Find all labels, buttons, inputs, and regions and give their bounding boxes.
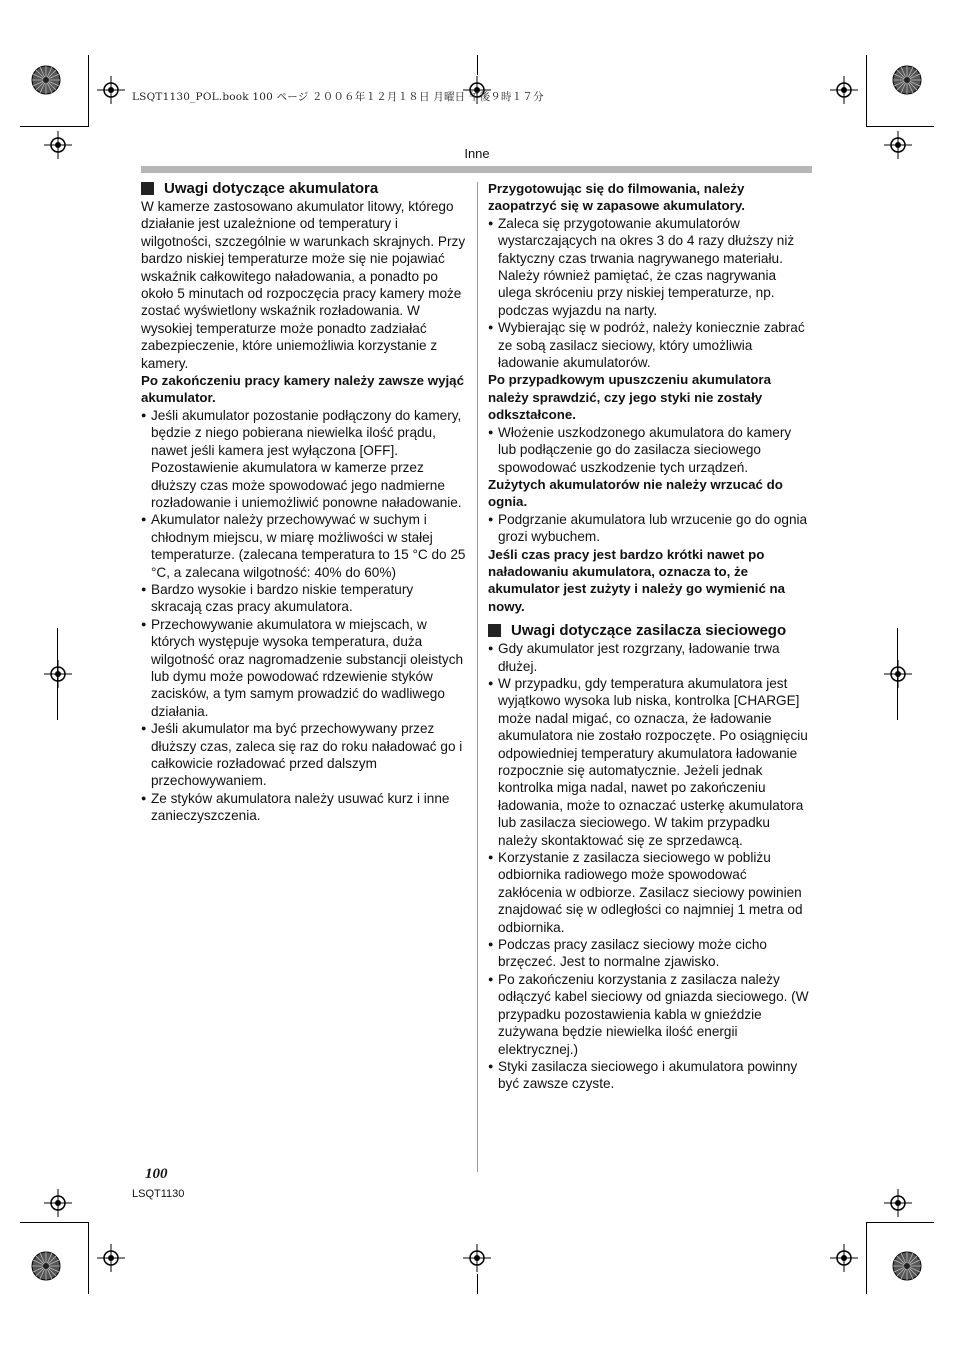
list-item: ● Przechowywanie akumulatora w miejscach, w których występuje wysoka temperatura, duża wilgotność oraz nagromadzenie substancji oleistych lub dymu może powodować rdzewienie styków zacisków, a tym samym prowadzić do wadliwego działania.: [141, 616, 466, 720]
radial-mark-bottom-left: [31, 1251, 61, 1281]
trim-line-top-right-h: [866, 126, 934, 127]
fire-warning-list: [488, 511, 812, 546]
registration-mark-bottom-left: [97, 1244, 125, 1272]
registration-mark-lower-left-side: [44, 1189, 72, 1217]
heading-square-icon: [488, 624, 501, 637]
section-label: Inne: [464, 146, 490, 161]
list-item: ● Jeśli akumulator pozostanie podłączony do kamery, będzie z niego pobierana niewielka ilość prądu, nawet jeśli kamera jest wyłączona [OFF]. Pozostawienie akumulatora w kamerze przez dłuższy czas może spowodować jego nadmierne rozładowanie i uniemożliwić ponowne naładowanie.: [141, 407, 466, 511]
registration-mark-bottom-center: [463, 1244, 491, 1272]
fire-warning-note: Zużytych akumulatorów nie należy wrzucać do ognia.: [488, 476, 783, 510]
model-code: LSQT1130: [132, 1188, 185, 1200]
battery-notes-heading: [141, 180, 466, 198]
list-item: ● Ze styków akumulatora należy usuwać kurz i inne zanieczyszczenia.: [141, 790, 466, 825]
remove-battery-note: Po zakończeniu pracy kamery należy zawsze wyjąć akumulator.: [141, 373, 464, 406]
trim-line-top-center-v: [477, 55, 478, 75]
battery-notes-heading-text: Uwagi dotyczące akumulatora: [164, 180, 379, 197]
dropped-battery-list: [488, 424, 812, 476]
battery-bullet-list: [141, 407, 466, 825]
trim-line-bottom-right-h: [866, 1222, 934, 1223]
list-item: ● Po zakończeniu korzystania z zasilacza należy odłączyć kabel sieciowy od gniazda sieciowego. (W przypadku pozostawienia kabla w gnieździe zużywana będzie niewielka ilość energii elektrycznej.): [488, 971, 812, 1058]
list-item: ● Gdy akumulator jest rozgrzany, ładowanie trwa dłużej.: [488, 640, 812, 675]
registration-mark-mid-left: [44, 660, 72, 688]
registration-mark-bottom-right: [830, 1244, 858, 1272]
list-item: ● W przypadku, gdy temperatura akumulatora jest wyjątkowo wysoka lub niska, kontrolka [CHARGE] może nadal migać, co oznacza, że ładowanie akumulatora nie zostało rozpoczęte. Po osiągnięciu odpowiedniej temperatury akumulatora ładowanie rozpocznie się automatycznie. Jeżeli jednak kontrolka miga nadal, nawet po zakończeniu ładowania, może to oznaczać usterkę akumulatora lub zasilacza sieciowego. W takim przypadku należy skontaktować się ze sprzedawcą.: [488, 675, 812, 849]
trim-line-bottom-center-v: [477, 1274, 478, 1294]
header-bar: [141, 166, 812, 173]
spare-batteries-note: Przygotowując się do filmowania, należy zaopatrzyć się w zapasowe akumulatory.: [488, 181, 745, 214]
radial-mark-bottom-right: [892, 1251, 922, 1281]
worn-battery-note: Jeśli czas pracy jest bardzo krótki nawet po naładowaniu akumulatora, oznacza to, że akumulator jest zużyty i należy go wymienić na nowy.: [488, 546, 786, 614]
list-item: ● Podczas pracy zasilacz sieciowy może cicho brzęczeć. Jest to normalne zjawisko.: [488, 936, 812, 971]
trim-line-bottom-left-v: [88, 1222, 89, 1294]
battery-intro-paragraph: W kamerze zastosowano akumulator litowy, którego działanie jest uzależnione od temperatury i wilgotności, szczególnie w warunkach skrajnych. Przy bardzo niskiej temperaturze może się nie pojawiać wskaźnik całkowitego naładowania, a ponadto po około 5 minutach od rozpoczęcia pracy kamery może zostać wyświetlony wskaźnik rozładowania. W wysokiej temperaturze może ponadto zadziałać zabezpieczenie, które uniemożliwia korzystanie z kamery.: [141, 199, 466, 371]
list-item: ● Akumulator należy przechowywać w suchym i chłodnym miejscu, w miarę możliwości w stałej temperaturze. (zalecana temperatura to 15 °C do 25 °C, a zalecana wilgotność: 40% do 60%): [141, 511, 466, 581]
list-item: ● Korzystanie z zasilacza sieciowego w pobliżu odbiornika radiowego może spowodować zakłócenia w odbiorze. Zasilacz sieciowy powinien znajdować się w odległości co najmniej 1 metra od odbiornika.: [488, 849, 812, 936]
list-item: ● Podgrzanie akumulatora lub wrzucenie go do ognia grozi wybuchem.: [488, 511, 812, 546]
trim-line-mid-right-v: [897, 628, 898, 720]
list-item: ● Wybierając się w podróż, należy koniecznie zabrać ze sobą zasilacz sieciowy, który umożliwia ładowanie akumulatorów.: [488, 319, 812, 371]
trim-line-top-right-v: [866, 55, 867, 127]
trim-line-bottom-right-v: [866, 1222, 867, 1294]
registration-mark-lower-right-side: [884, 1189, 912, 1217]
list-item: ● Jeśli akumulator ma być przechowywany przez dłuższy czas, zaleca się raz do roku naładować go i całkowicie rozładować przed dalszym przechowywaniem.: [141, 720, 466, 790]
registration-mark-top-left: [97, 76, 125, 104]
list-item: ● Styki zasilacza sieciowego i akumulatora powinny być zawsze czyste.: [488, 1058, 812, 1093]
registration-mark-mid-right: [884, 660, 912, 688]
trim-line-bottom-left-h: [20, 1222, 88, 1223]
list-item: ● Bardzo wysokie i bardzo niskie temperatury skracają czas pracy akumulatora.: [141, 581, 466, 616]
spare-batteries-list: [488, 215, 812, 372]
list-item: ● Zaleca się przygotowanie akumulatorów wystarczających na okres 3 do 4 razy dłuższy niż faktyczny czas trwania nagrywanego materiału. Należy również pamiętać, że czas nagrywania ulega skróceniu przy niskiej temperaturze, np. podczas wyjazdu na narty.: [488, 215, 812, 319]
radial-mark-top-left: [31, 65, 61, 95]
radial-mark-top-right: [892, 65, 922, 95]
dropped-battery-note: Po przypadkowym upuszczeniu akumulatora należy sprawdzić, czy jego styki nie zostały odkształcone.: [488, 372, 771, 423]
list-item: ● Włożenie uszkodzonego akumulatora do kamery lub podłączenie go do zasilacza sieciowego spowodować uszkodzenie tych urządzeń.: [488, 424, 812, 476]
print-header: LSQT1130_POL.book 100 ページ ２００６年１２月１８日 月曜日 午後９時１７分: [132, 91, 544, 103]
heading-square-icon: [141, 182, 154, 195]
ac-adaptor-list: [488, 640, 812, 1093]
trim-line-mid-left-v: [57, 628, 58, 720]
ac-adaptor-heading-text: Uwagi dotyczące zasilacza sieciowego: [511, 622, 787, 640]
registration-mark-top-right: [830, 76, 858, 104]
trim-line-top-left-v: [88, 55, 89, 127]
trim-line-top-left-h: [20, 126, 88, 127]
ac-adaptor-heading: [488, 622, 812, 640]
right-column: [488, 180, 812, 1093]
left-column: [141, 180, 466, 825]
column-divider: [477, 182, 478, 1172]
page-number: 100: [145, 1166, 168, 1182]
